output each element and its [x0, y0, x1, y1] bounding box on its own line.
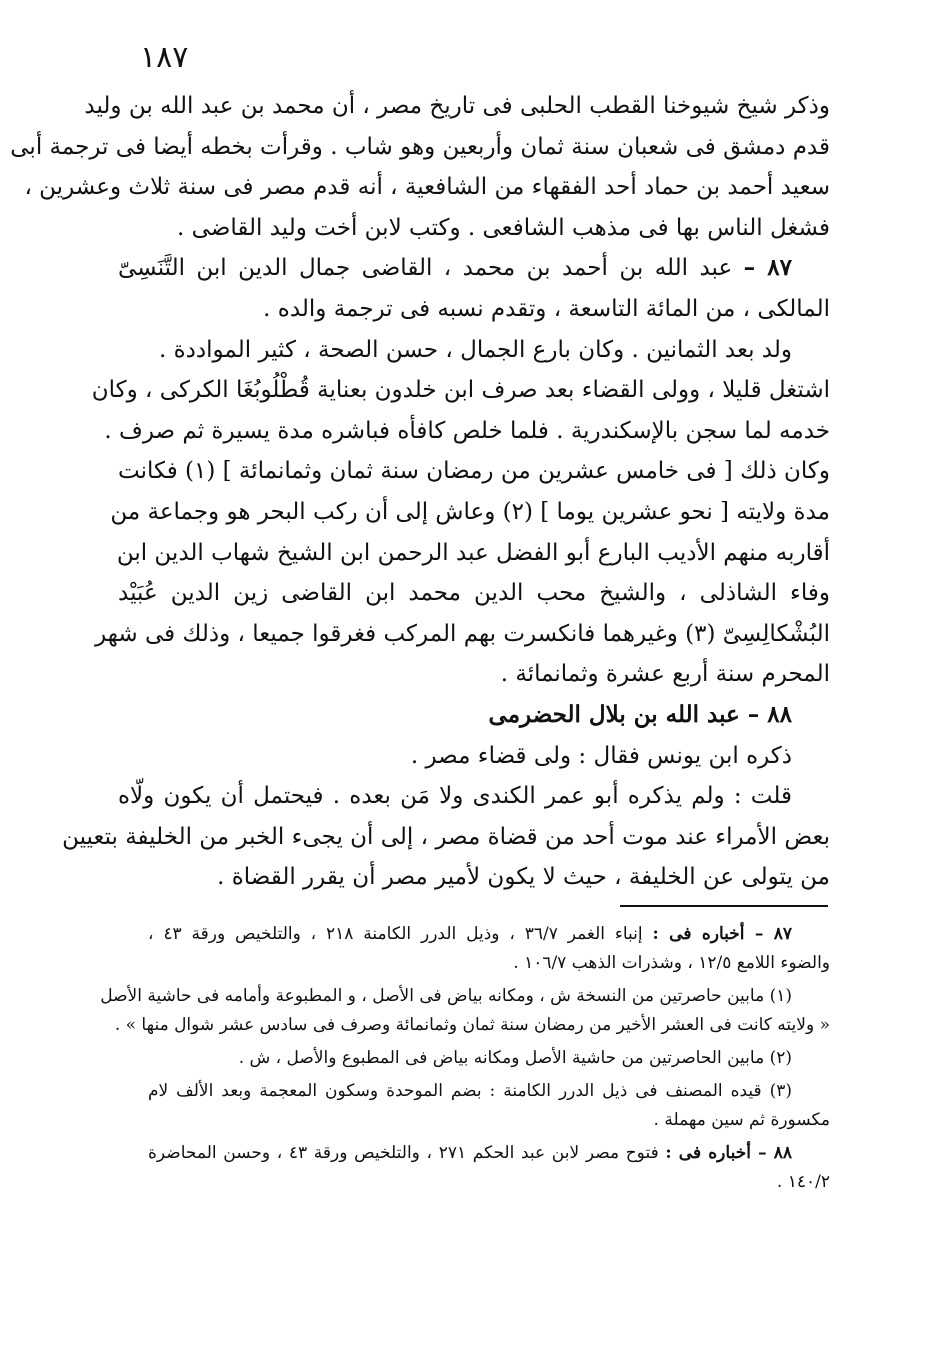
- text-line: وفاء الشاذلى ، والشيخ محب الدين محمد ابن القاضى زين الدين عُبَيْد: [118, 580, 830, 607]
- text-line: فشغل الناس بها فى مذهب الشافعى . وكتب لابن أخت وليد القاضى .: [177, 214, 830, 241]
- text-line: ولد بعد الثمانين . وكان بارع الجمال ، حسن الصحة ، كثير المواددة .: [158, 336, 792, 363]
- paragraph-biography: [91, 330, 830, 695]
- text-line: سعيد أحمد بن حماد أحد الفقهاء من الشافعية ، أنه قدم مصر فى سنة ثلاث وعشرين ،: [24, 174, 830, 201]
- entry-number: ٨٧ –: [743, 254, 792, 282]
- footnote-2: [148, 1044, 830, 1073]
- text-line: بعض الأمراء عند موت أحد من قضاة مصر ، إلى أن يجىء الخبر من الخليفة بتعيين: [62, 823, 830, 850]
- footnote-head: ٨٨ – أخباره فى :: [665, 1143, 793, 1163]
- text-line: المالكى ، من المائة التاسعة ، وتقدم نسبه فى ترجمة والده .: [263, 295, 830, 322]
- text-line: المحرم سنة أربع عشرة وثمانمائة .: [500, 661, 830, 688]
- text-line: من يتولى عن الخليفة ، حيث لا يكون لأمير مصر أن يقرر القضاة .: [217, 864, 830, 891]
- footnote-text: فتوح مصر لابن عبد الحكم ٢٧١ ، والتلخيص ورقة ٤٣ ، وحسن المحاضرة: [148, 1143, 659, 1163]
- footnote-1: [100, 982, 830, 1040]
- entry-88: [118, 695, 830, 736]
- footnote-text: إنباء الغمر ٣٦/٧ ، وذيل الدرر الكامنة ٢١٨ ، والتلخيص ورقة ٤٣ ،: [148, 924, 643, 944]
- footnotes: [100, 920, 830, 1201]
- text-line: قلت : ولم يذكره أبو عمر الكندى ولا مَن بعده . فيحتمل أن يكون ولّاه: [118, 783, 792, 810]
- page-number: ١٨٧: [140, 40, 189, 75]
- footnote-line: مكسورة ثم سين مهملة .: [653, 1110, 830, 1130]
- footnote-line: [148, 920, 830, 949]
- footnote-line: والضوء اللامع ١٢/٥ ، وشذرات الذهب ١٠٦/٧ .: [513, 953, 830, 973]
- text-line: وذكر شيخ شيوخنا القطب الحلبى فى تاريخ مصر ، أن محمد بن عبد الله بن وليد: [84, 93, 830, 119]
- footnote-line: ١٤٠/٢ .: [776, 1172, 830, 1192]
- text-line: خدمه لما سجن بالإسكندرية . فلما خلص كافأه فباشره مدة يسيرة ثم صرف .: [104, 417, 830, 444]
- footnote-divider: [620, 905, 828, 907]
- footnote-3: [148, 1077, 830, 1135]
- paragraph-comment: [62, 776, 830, 898]
- footnote-head: ٨٧ – أخباره فى :: [652, 924, 793, 944]
- entry-87: [118, 248, 830, 329]
- text-line: مدة ولايته [ نحو عشرين يوما ] (٢) وعاش إلى أن ركب البحر هو وجماعة من: [110, 498, 830, 525]
- footnote-line: (١) مابين حاصرتين من النسخة ش ، ومكانه بياض فى الأصل ، و المطبوعة وأمامه فى حاشية الأصل: [100, 986, 792, 1006]
- text-line: البُشْكالِسِىّ (٣) وغيرهما فانكسرت بهم المركب فغرقوا جميعا ، وذلك فى شهر: [95, 620, 830, 647]
- entry-title: عبد الله بن أحمد بن محمد ، القاضى جمال الدين ابن التَّنَسِىّ: [118, 255, 733, 282]
- footnote-sources-88: [148, 1139, 830, 1197]
- footnote-line: [148, 1139, 830, 1168]
- entry-88-heading: ٨٨ – عبد الله بن بلال الحضرمى: [488, 700, 792, 728]
- footnote-line: (٣) قيده المصنف فى ذيل الدرر الكامنة : بضم الموحدة وسكون المعجمة وبعد الألف لام: [148, 1081, 792, 1101]
- paragraph-1: [10, 86, 830, 248]
- text-line: قدم دمشق فى شعبان سنة ثمان وأربعين وهو شاب . وقرأت بخطه أيضا فى ترجمة أبى: [10, 133, 830, 160]
- footnote-line: (٢) مابين الحاصرتين من حاشية الأصل ومكانه بياض فى المطبوع والأصل ، ش .: [238, 1048, 792, 1068]
- text-line: أقاربه منهم الأديب البارع أبو الفضل عبد الرحمن ابن الشيخ شهاب الدين ابن: [116, 539, 830, 566]
- paragraph-ibn-yunus: [118, 736, 830, 777]
- entry-87-title-line: [118, 248, 830, 289]
- footnote-line: « ولايته كانت فى العشر الأخير من رمضان سنة ثمان وثمانمائة وصرف فى سادس عشر شوال منها » .: [114, 1015, 830, 1035]
- main-text: [10, 86, 830, 898]
- text-line: اشتغل قليلا ، وولى القضاء بعد صرف ابن خلدون بعناية قُطْلُوبُغَا الكركى ، وكان: [91, 377, 830, 404]
- text-line: ذكره ابن يونس فقال : ولى قضاء مصر .: [410, 742, 792, 769]
- footnote-sources-87: [148, 920, 830, 978]
- text-line: وكان ذلك [ فى خامس عشرين من رمضان سنة ثمان وثمانمائة ] (١) فكانت: [118, 458, 830, 485]
